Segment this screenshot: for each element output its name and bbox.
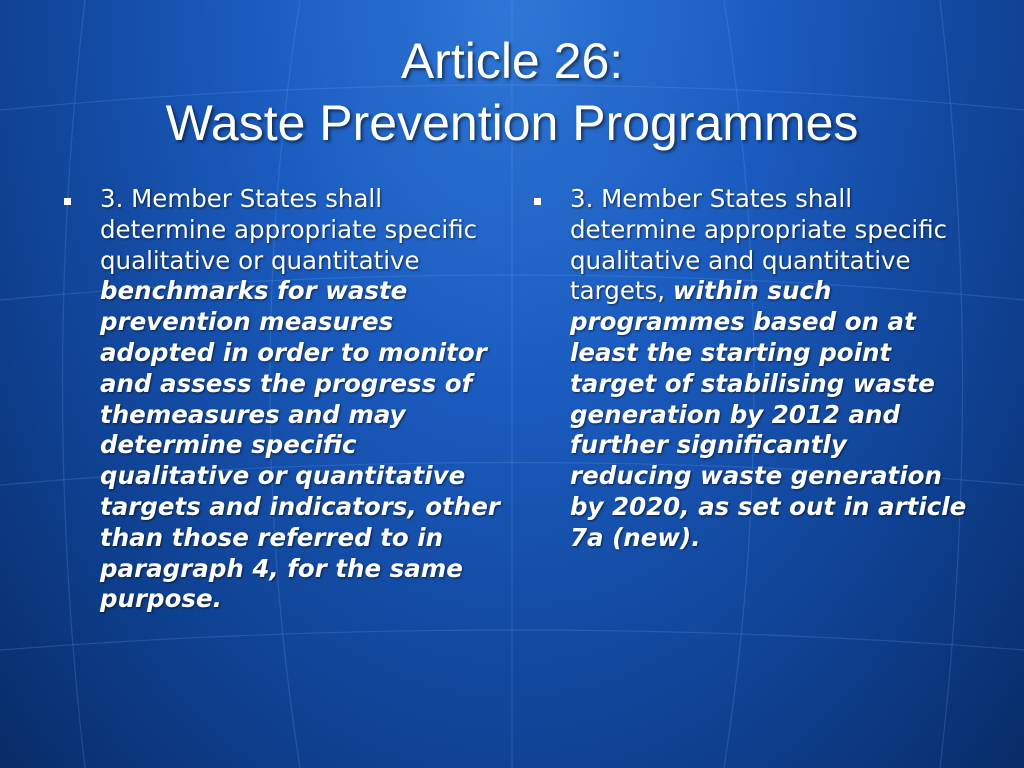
right-column	[532, 184, 972, 554]
slide-title-line-2: Waste Prevention Programmes	[165, 95, 859, 151]
left-bullet-plain-text: 3. Member States shall determine appropriate specific qualitative or quantitative	[100, 184, 478, 275]
square-bullet-icon	[534, 198, 541, 205]
left-column	[62, 184, 502, 615]
right-bullet-emphasis-text: within such programmes based on at least the starting point target of stabilising waste generation by 2012 and further significantly reducing waste generation by 2020, as set out in article 7a (new).	[570, 276, 967, 552]
left-bullet-emphasis-text: benchmarks for waste prevention measures adopted in order to monitor and assess the progress of themeasures and may determine specific qualitative or quantitative targets and indicators, other than those referred to in paragraph 4, for the same purpose.	[100, 276, 500, 614]
right-bullet-plain-text: 3. Member States shall determine appropriate specific qualitative and quantitative targets,	[570, 184, 948, 306]
left-bullet-item	[62, 184, 502, 615]
right-bullet-text	[570, 184, 972, 554]
right-bullet-item	[532, 184, 972, 554]
square-bullet-icon	[64, 198, 71, 205]
slide-title	[0, 30, 1024, 154]
left-bullet-text	[100, 184, 502, 615]
slide-title-line-1: Article 26:	[400, 33, 624, 89]
